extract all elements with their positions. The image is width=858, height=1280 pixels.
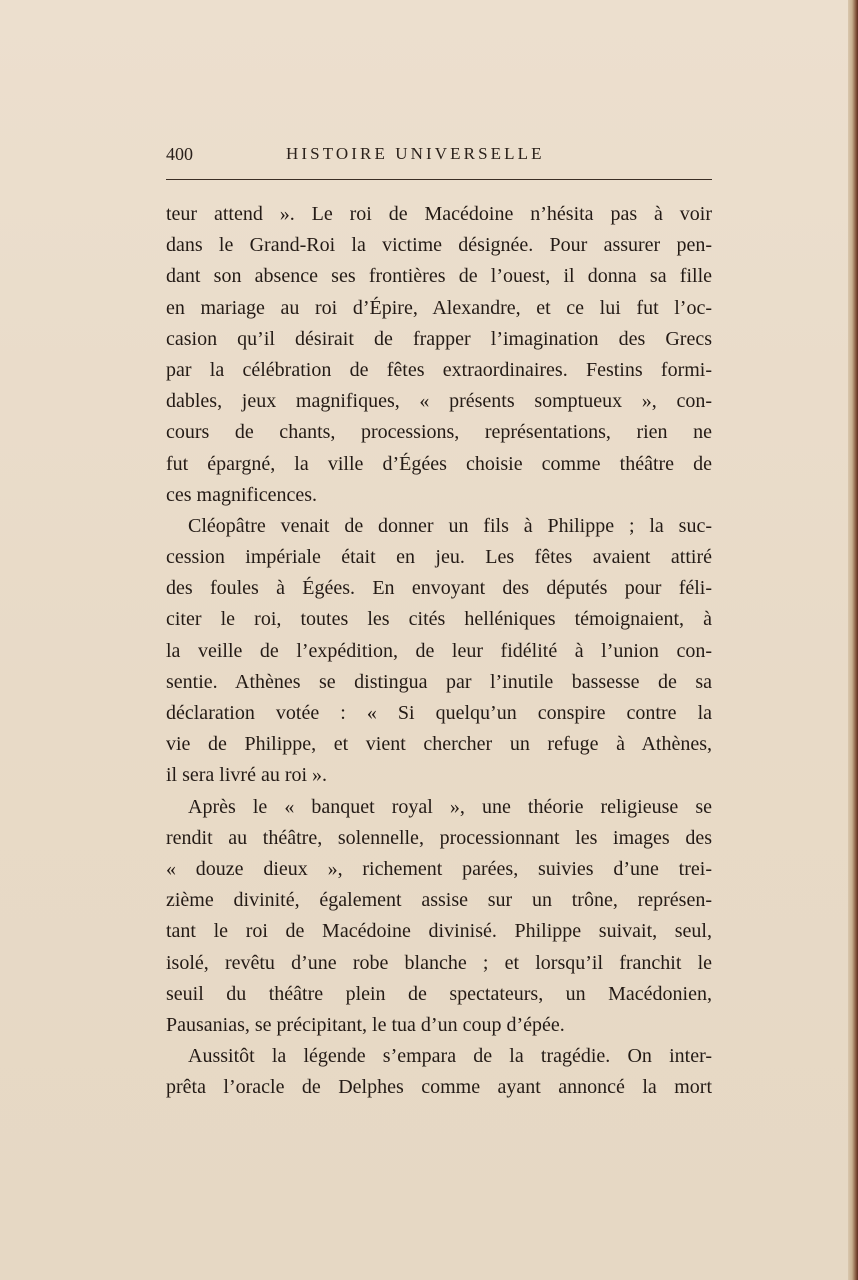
text-line: seuil du théâtre plein de spectateurs, un Macédonien, bbox=[166, 982, 712, 1005]
text-line: cours de chants, processions, représentations, rien ne bbox=[166, 421, 712, 444]
text-line: la veille de l’expédition, de leur fidélité à l’union con- bbox=[166, 639, 712, 662]
body-text bbox=[166, 199, 712, 1103]
text-line: ces magnificences. bbox=[166, 483, 318, 506]
text-line: zième divinité, également assise sur un trône, représen- bbox=[166, 889, 712, 912]
text-line: isolé, revêtu d’une robe blanche ; et lorsqu’il franchit le bbox=[166, 951, 712, 974]
text-line: fut épargné, la ville d’Égées choisie comme théâtre de bbox=[166, 452, 712, 475]
text-line: Cléopâtre venait de donner un fils à Philippe ; la suc- bbox=[188, 514, 712, 537]
text-line: cession impériale était en jeu. Les fêtes avaient attiré bbox=[166, 546, 712, 569]
text-line: par la célébration de fêtes extraordinaires. Festins formi- bbox=[166, 358, 712, 381]
text-line: citer le roi, toutes les cités helléniques témoignaient, à bbox=[166, 608, 712, 631]
text-line: vie de Philippe, et vient chercher un refuge à Athènes, bbox=[166, 733, 712, 756]
text-line: Pausanias, se précipitant, le tua d’un coup d’épée. bbox=[166, 1013, 565, 1036]
text-line: prêta l’oracle de Delphes comme ayant annoncé la mort bbox=[166, 1076, 712, 1099]
text-line: casion qu’il désirait de frapper l’imagination des Grecs bbox=[166, 327, 712, 350]
text-line: dables, jeux magnifiques, « présents somptueux », con- bbox=[166, 390, 712, 413]
text-line: Après le « banquet royal », une théorie religieuse se bbox=[188, 795, 712, 818]
text-line: dant son absence ses frontières de l’ouest, il donna sa fille bbox=[166, 265, 712, 288]
text-line: des foules à Égées. En envoyant des députés pour féli- bbox=[166, 577, 712, 600]
text-line: en mariage au roi d’Épire, Alexandre, et ce lui fut l’oc- bbox=[166, 296, 712, 319]
text-line: rendit au théâtre, solennelle, processionnant les images des bbox=[166, 826, 712, 849]
header-rule bbox=[166, 179, 712, 180]
text-line: « douze dieux », richement parées, suivies d’une trei- bbox=[166, 857, 712, 880]
text-line: Aussitôt la légende s’empara de la tragédie. On inter- bbox=[188, 1045, 712, 1068]
text-line: sentie. Athènes se distingua par l’inutile bassesse de sa bbox=[166, 670, 712, 693]
text-line: il sera livré au roi ». bbox=[166, 764, 328, 787]
page-edge bbox=[848, 0, 858, 1280]
text-line: tant le roi de Macédoine divinisé. Philippe suivait, seul, bbox=[166, 920, 712, 943]
page-number: 400 bbox=[166, 144, 193, 164]
text-line: déclaration votée : « Si quelqu’un conspire contre la bbox=[166, 702, 712, 724]
text-line: dans le Grand-Roi la victime désignée. Pour assurer pen- bbox=[166, 234, 712, 257]
page-header bbox=[166, 140, 712, 170]
running-title: HISTOIRE UNIVERSELLE bbox=[286, 144, 545, 163]
text-line: teur attend ». Le roi de Macédoine n’hésita pas à voir bbox=[166, 203, 712, 225]
